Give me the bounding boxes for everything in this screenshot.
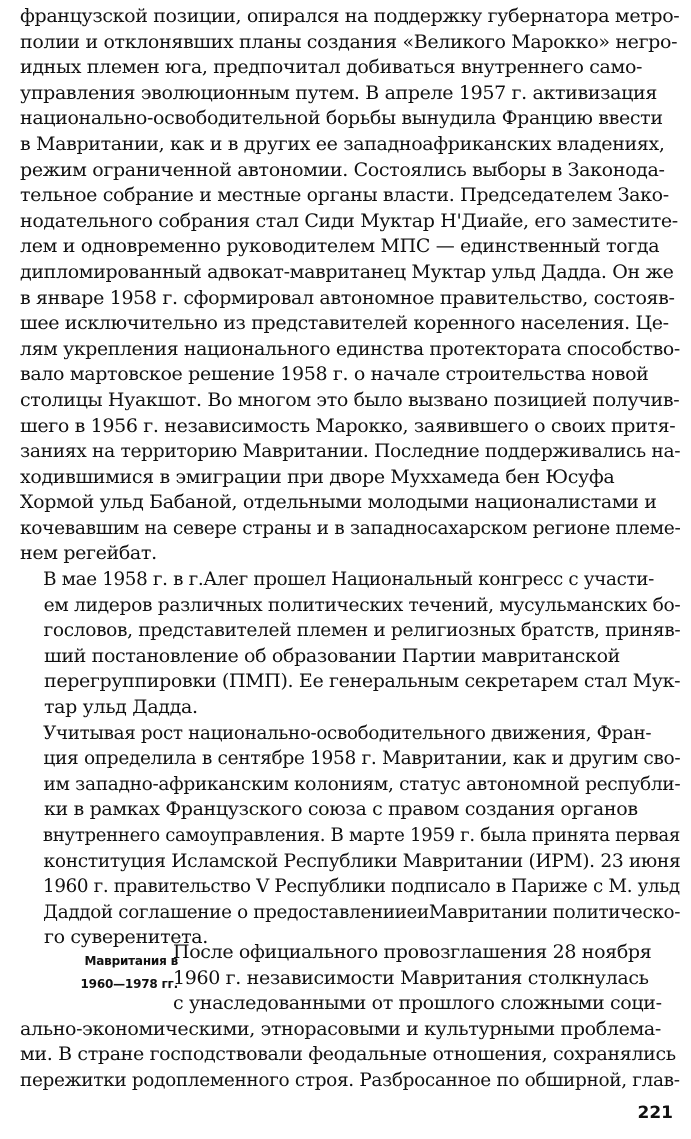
text-line: Хормой ульд Бабаной, отдельными молодыми националистами и [20, 491, 657, 514]
text-line: ми. В стране господствовали феодальные отношения, сохранялись [20, 1043, 676, 1066]
section-heading-line: 1960—1978 гг. [80, 977, 178, 991]
text-line: им западно-африканским колониям, статус автономной республи- [43, 772, 681, 795]
text-line: ально-экономическими, этнорасовыми и культурными проблема- [20, 1017, 661, 1040]
section-intro-text [173, 940, 680, 1017]
page-number: 221 [637, 1103, 673, 1123]
text-line: лем и одновременно руководителем МПС — единственный тогда [20, 235, 660, 258]
text-line: заниях на территорию Мавритании. Последние поддерживались на- [20, 440, 681, 463]
main-text [20, 4, 680, 951]
text-line: дипломированный адвокат-мавританец Муктар ульд Дадда. Он же [20, 260, 674, 283]
text-line: 1960 г. правительство V Республики подписало в Париже с М. ульд [43, 875, 680, 898]
section-body-text [20, 1017, 680, 1094]
text-line: столицы Нуакшот. Во многом это было вызвано позицией получив- [20, 388, 680, 411]
text-line: вало мартовское решение 1958 г. о начале строительства новой [20, 363, 649, 386]
text-line: го суверенитета. [44, 926, 208, 949]
text-line: шее исключительно из представителей коренного населения. Це- [20, 312, 669, 335]
text-line: тар ульд Дадда. [44, 696, 198, 719]
text-line: кочевавшим на севере страны и в западносахарском регионе племе- [20, 516, 681, 539]
text-line: французской позиции, опирался на поддержку губернатора метро- [20, 5, 680, 27]
text-line: В мае 1958 г. в г.Алег прошел Национальный конгресс с участи- [43, 568, 654, 591]
text-line: управления эволюционным путем. В апреле 1957 г. активизация [20, 81, 657, 104]
text-line: идных племен юга, предпочитал добиваться внутреннего само- [20, 56, 643, 79]
text-line: ем лидеров различных политических течений, мусульманских бо- [43, 593, 681, 616]
text-line: нодательного собрания стал Сиди Муктар Н'Диайе, его заместите- [20, 209, 678, 232]
text-line: полии и отклонявших планы создания «Великого Марокко» негро- [20, 30, 678, 53]
section-heading-line: Мавритания в [84, 954, 178, 968]
text-line: ция определила в сентябре 1958 г. Мавритании, как и другим сво- [43, 747, 681, 770]
text-line: внутреннего самоуправления. В марте 1959 г. была принята первая [42, 824, 680, 846]
text-line: гословов, представителей племен и религиозных братств, приняв- [43, 619, 681, 642]
text-line: ший постановление об образовании Партии мавританской [44, 644, 620, 667]
text-line: национально-освободительной борьбы вынудила Францию ввести [20, 107, 663, 130]
section-heading [28, 950, 178, 996]
text-line: ки в рамках Французского союза с правом создания органов [44, 798, 638, 821]
text-line: конституция Исламской Республики Мавритании (ИРМ). 23 июня [43, 849, 681, 872]
text-line: нем регейбат. [20, 542, 157, 565]
paragraph-3 [20, 721, 680, 951]
text-line: режим ограниченной автономии. Состоялись выборы в Законода- [20, 158, 665, 181]
text-line: в Мавритании, как и в других ее западноафриканских владениях, [20, 132, 665, 155]
text-line: лям укрепления национального единства протектората способство- [20, 337, 680, 360]
text-line: в январе 1958 г. сформировал автономное правительство, состояв- [20, 286, 675, 309]
paragraph-1 [20, 4, 680, 567]
text-line: После официального провозглашения 28 ноября [173, 941, 652, 963]
text-line: пережитки родоплеменного строя. Разбросанное по обширной, глав- [20, 1068, 680, 1091]
text-line: с унаследованными от прошлого сложными соци- [173, 992, 662, 1015]
text-line: 1960 г. независимости Мавритания столкнулась [173, 966, 649, 989]
text-line: ходившимися в эмиграции при дворе Муххамеда бен Юсуфа [20, 465, 615, 488]
text-line: Даддой соглашение о предоставленииеиМавритании политическо- [43, 900, 681, 923]
text-line: перегруппировки (ПМП). Ее генеральным секретарем стал Мук- [44, 670, 681, 693]
text-line: тельное собрание и местные органы власти. Председателем Зако- [20, 184, 669, 207]
paragraph-2 [20, 567, 680, 721]
text-line: шего в 1956 г. независимость Марокко, заявившего о своих притя- [20, 414, 676, 437]
text-line: Учитывая рост национально-освободительного движения, Фран- [43, 721, 652, 744]
